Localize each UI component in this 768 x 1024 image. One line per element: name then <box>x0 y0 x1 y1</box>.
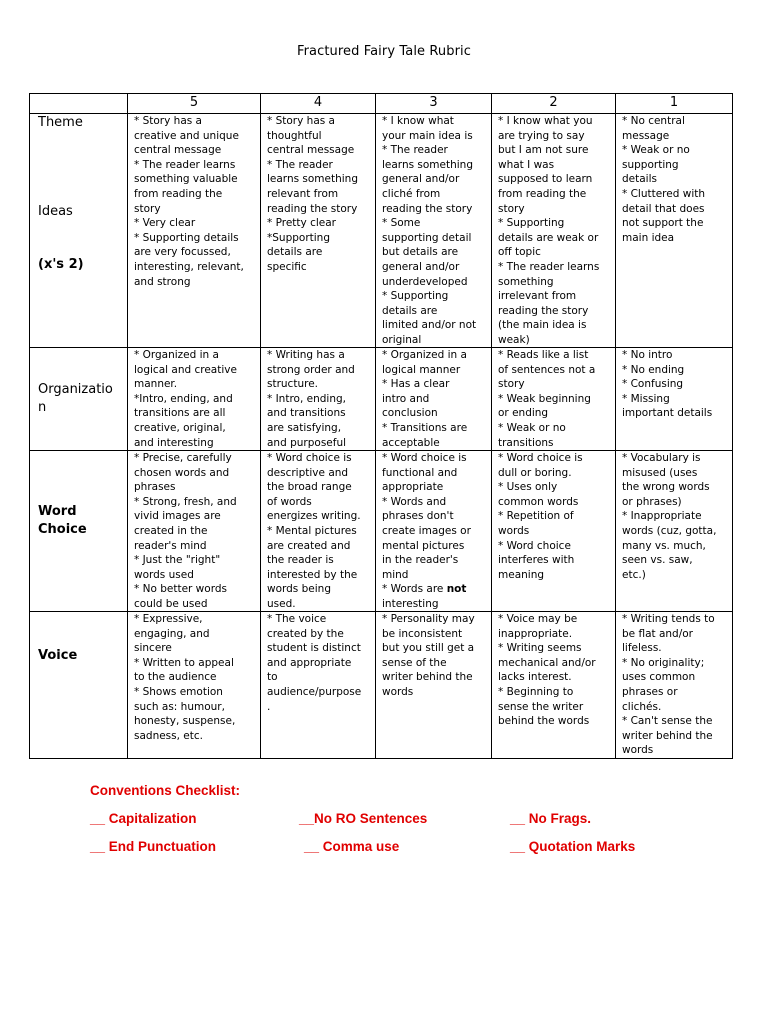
descriptor-line: what I was <box>498 158 555 171</box>
descriptor-line: descriptive and <box>267 466 349 479</box>
descriptor-line: creative, original, <box>134 421 226 434</box>
descriptor-line: not support the <box>622 217 704 230</box>
criterion-label: (x's 2) <box>38 257 84 272</box>
descriptor-line: * Intro, ending, <box>267 392 346 405</box>
descriptor-line: * Story has a <box>134 115 202 127</box>
descriptor-line: * Organized in a <box>134 349 219 361</box>
descriptor-line: from reading the <box>134 187 223 200</box>
rubric-row-theme-ideas <box>30 114 733 348</box>
descriptor-line: * Writing has a <box>267 349 345 361</box>
descriptor-line: * Story has a <box>267 115 335 127</box>
descriptor-line: underdeveloped <box>382 275 468 288</box>
descriptor-line: details are <box>382 304 438 317</box>
descriptor-line: details <box>622 173 657 186</box>
descriptor-line: reading the story <box>498 304 589 317</box>
descriptor-line: limited and/or not <box>382 319 477 332</box>
descriptor-line: * Mental pictures <box>267 524 357 537</box>
descriptor-line: etc.) <box>622 568 646 581</box>
descriptor-line: student is distinct <box>267 642 361 655</box>
descriptor-cell-voice-score-2 <box>492 612 616 759</box>
descriptor-line: *Intro, ending, and <box>134 392 233 405</box>
descriptor-line: supporting <box>622 158 679 171</box>
descriptor-cell-word-choice-score-1 <box>616 451 733 612</box>
descriptor-line: conclusion <box>382 407 438 420</box>
descriptor-line: strong order and <box>267 363 355 376</box>
descriptor-line: * Supporting <box>382 290 449 303</box>
descriptor-line: words <box>622 744 654 757</box>
descriptor-line: honesty, suspense, <box>134 715 236 728</box>
descriptor-line: something valuable <box>134 173 238 186</box>
descriptor-line: and appropriate <box>267 656 352 669</box>
descriptor-line: thoughtful <box>267 129 322 142</box>
descriptor-line: be flat and/or <box>622 627 693 640</box>
score-header-3: 3 <box>376 94 492 114</box>
descriptor-line: * Writing seems <box>498 642 582 655</box>
descriptor-line: clichés. <box>622 700 662 713</box>
descriptor-line: specific <box>267 260 307 273</box>
descriptor-line: detail that does <box>622 202 705 215</box>
descriptor-cell-voice-score-4 <box>261 612 376 759</box>
descriptor-line: cliché from <box>382 187 441 200</box>
descriptor-cell-voice-score-1 <box>616 612 733 759</box>
descriptor-line: * Word choice is <box>267 452 352 464</box>
descriptor-line: words used <box>134 568 194 581</box>
descriptor-line: uses common <box>622 671 696 684</box>
score-header-5: 5 <box>128 94 261 114</box>
descriptor-cell-theme-ideas-score-1 <box>616 114 733 348</box>
criterion-label: Choice <box>38 522 87 537</box>
descriptor-cell-word-choice-score-3 <box>376 451 492 612</box>
descriptor-line: or phrases) <box>622 495 682 508</box>
descriptor-cell-organization-score-5 <box>128 348 261 451</box>
descriptor-line: such as: humour, <box>134 700 225 713</box>
descriptor-line: * Voice may be <box>498 613 578 625</box>
checklist-item-quotation-marks: __ Quotation Marks <box>510 839 636 854</box>
descriptor-line: be inconsistent <box>382 627 463 640</box>
descriptor-cell-theme-ideas-score-3 <box>376 114 492 348</box>
checklist-item-end-punctuation: __ End Punctuation <box>90 839 217 854</box>
descriptor-line: logical manner <box>382 363 461 376</box>
descriptor-line: creative and unique <box>134 129 239 142</box>
descriptor-line: phrases don't <box>382 510 454 523</box>
descriptor-line: general and/or <box>382 173 460 186</box>
descriptor-line: *Supporting <box>267 231 330 244</box>
descriptor-line: * Some <box>382 217 421 230</box>
descriptor-line: * No originality; <box>622 656 705 669</box>
descriptor-line: your main idea is <box>382 129 473 142</box>
descriptor-line: * Supporting details <box>134 231 239 244</box>
checklist-item-comma-use: __ Comma use <box>304 839 400 854</box>
descriptor-cell-theme-ideas-score-5 <box>128 114 261 348</box>
descriptor-line: are created and <box>267 539 351 552</box>
descriptor-line: * No intro <box>622 349 673 361</box>
descriptor-line: interesting, relevant, <box>134 260 244 273</box>
descriptor-line: common words <box>498 495 579 508</box>
criterion-cell-word-choice <box>30 451 128 612</box>
criterion-cell-organization <box>30 348 128 451</box>
descriptor-cell-organization-score-1 <box>616 348 733 451</box>
rubric-row-word-choice <box>30 451 733 612</box>
descriptor-line: manner. <box>134 378 178 391</box>
descriptor-line: irrelevant from <box>498 290 577 303</box>
descriptor-line: to the audience <box>134 671 217 684</box>
descriptor-line: * Weak or no <box>622 144 690 157</box>
descriptor-line: * Repetition of <box>498 510 574 523</box>
descriptor-line: writer behind the <box>382 671 473 684</box>
descriptor-line: misused (uses <box>622 466 698 479</box>
descriptor-line: learns something <box>382 158 473 171</box>
descriptor-line: * The voice <box>267 613 327 625</box>
descriptor-line: could be used <box>134 597 208 610</box>
descriptor-line: structure. <box>267 378 318 391</box>
descriptor-line: off topic <box>498 246 541 259</box>
corner-cell <box>30 94 128 114</box>
descriptor-line: * Personality may <box>382 613 475 625</box>
descriptor-line: seen vs. saw, <box>622 554 693 567</box>
descriptor-line: * Words and <box>382 495 447 508</box>
descriptor-line: but I am not sure <box>498 144 589 157</box>
descriptor-line: * Precise, carefully <box>134 452 232 464</box>
descriptor-cell-word-choice-score-4 <box>261 451 376 612</box>
descriptor-line: * The reader learns <box>134 158 236 171</box>
descriptor-line: learns something <box>267 173 358 186</box>
descriptor-line: * I know what you <box>498 115 593 127</box>
score-header-2: 2 <box>492 94 616 114</box>
descriptor-line: story <box>498 378 525 391</box>
descriptor-line: intro and <box>382 392 430 405</box>
descriptor-line: * Word choice <box>498 539 571 552</box>
descriptor-line: story <box>498 202 525 215</box>
descriptor-line: lifeless. <box>622 642 662 655</box>
criterion-label: Word <box>38 504 77 519</box>
descriptor-line: or ending <box>498 407 549 420</box>
checklist-item-frags: __ No Frags. <box>510 811 592 826</box>
descriptor-line: (the main idea is <box>498 319 587 332</box>
criterion-label: Organizatio <box>38 382 113 397</box>
descriptor-line: sense the writer <box>498 700 584 713</box>
descriptor-line: engaging, and <box>134 627 210 640</box>
descriptor-line: * Strong, fresh, and <box>134 495 237 508</box>
descriptor-line: and interesting <box>134 436 214 449</box>
descriptor-line: are satisfying, <box>267 421 342 434</box>
descriptor-line: something <box>498 275 554 288</box>
descriptor-line: sense of the <box>382 656 447 669</box>
descriptor-line: reading the story <box>382 202 473 215</box>
descriptor-line: * The reader <box>267 158 333 171</box>
criterion-cell-theme-ideas <box>30 114 128 348</box>
descriptor-line: interferes with <box>498 554 575 567</box>
descriptor-line: energizes writing. <box>267 510 361 523</box>
descriptor-line: the broad range <box>267 481 352 494</box>
descriptor-line: functional and <box>382 466 458 479</box>
criterion-label: Voice <box>38 648 78 663</box>
descriptor-line: * Can't sense the <box>622 715 713 728</box>
descriptor-line: * Just the "right" <box>134 554 221 567</box>
descriptor-line: logical and creative <box>134 363 237 376</box>
descriptor-cell-voice-score-5 <box>128 612 261 759</box>
descriptor-line: words (cuz, gotta, <box>622 524 717 537</box>
descriptor-line: * Inappropriate <box>622 510 702 523</box>
descriptor-line: * The reader <box>382 144 448 157</box>
descriptor-line: audience/purpose <box>267 685 362 698</box>
score-header-row <box>30 94 733 114</box>
descriptor-line: * Beginning to <box>498 685 574 698</box>
descriptor-line: are trying to say <box>498 129 585 142</box>
rubric-table <box>29 93 733 759</box>
criterion-label: Ideas <box>38 204 73 219</box>
descriptor-cell-organization-score-4 <box>261 348 376 451</box>
descriptor-line: behind the words <box>498 715 590 728</box>
descriptor-line: writer behind the <box>622 729 713 742</box>
descriptor-line: supposed to learn <box>498 173 593 186</box>
descriptor-line: * Writing tends to <box>622 613 715 625</box>
descriptor-line: mechanical and/or <box>498 656 596 669</box>
descriptor-line: create images or <box>382 524 471 537</box>
descriptor-line: vivid images are <box>134 510 221 523</box>
descriptor-cell-theme-ideas-score-4 <box>261 114 376 348</box>
descriptor-line: chosen words and <box>134 466 230 479</box>
descriptor-line: * Shows emotion <box>134 685 223 698</box>
descriptor-line: general and/or <box>382 260 460 273</box>
descriptor-line: from reading the <box>498 187 587 200</box>
descriptor-line: central message <box>267 144 355 157</box>
descriptor-line: main idea <box>622 231 675 244</box>
descriptor-line: * Expressive, <box>134 613 203 625</box>
descriptor-line: are very focussed, <box>134 246 231 259</box>
descriptor-line: * Word choice is <box>382 452 467 464</box>
descriptor-cell-word-choice-score-5 <box>128 451 261 612</box>
descriptor-line: used. <box>267 597 296 610</box>
descriptor-line: acceptable <box>382 436 440 449</box>
descriptor-line: * Written to appeal <box>134 656 234 669</box>
descriptor-line: sincere <box>134 642 172 655</box>
descriptor-line: * Vocabulary is <box>622 452 701 464</box>
descriptor-line: * Reads like a list <box>498 349 589 361</box>
descriptor-line: sadness, etc. <box>134 729 203 742</box>
descriptor-line: . <box>267 700 271 713</box>
descriptor-line: dull or boring. <box>498 466 572 479</box>
descriptor-line: lacks interest. <box>498 671 572 684</box>
descriptor-line: words <box>498 524 530 537</box>
descriptor-line: * Confusing <box>622 378 684 391</box>
descriptor-line: reading the story <box>267 202 358 215</box>
descriptor-line: transitions <box>498 436 554 449</box>
descriptor-line: * Uses only <box>498 481 558 494</box>
descriptor-line: interested by the <box>267 568 358 581</box>
descriptor-line: * Weak or no <box>498 421 566 434</box>
descriptor-line: phrases <box>134 481 176 494</box>
descriptor-line: * Words are not <box>382 583 467 596</box>
descriptor-line: details are <box>267 246 323 259</box>
descriptor-line: * Missing <box>622 392 670 405</box>
descriptor-cell-word-choice-score-2 <box>492 451 616 612</box>
descriptor-line: many vs. much, <box>622 539 706 552</box>
descriptor-line: * No ending <box>622 363 685 376</box>
descriptor-cell-voice-score-3 <box>376 612 492 759</box>
descriptor-line: words <box>382 685 414 698</box>
descriptor-line: the reader is <box>267 554 334 567</box>
descriptor-line: created in the <box>134 524 208 537</box>
descriptor-line: but details are <box>382 246 459 259</box>
descriptor-line: interesting <box>382 597 439 610</box>
checklist-heading: Conventions Checklist: <box>90 783 241 798</box>
descriptor-line: * Supporting <box>498 217 565 230</box>
descriptor-line: * Very clear <box>134 217 196 230</box>
rubric-row-voice <box>30 612 733 759</box>
descriptor-cell-organization-score-2 <box>492 348 616 451</box>
descriptor-line: * Pretty clear <box>267 217 336 230</box>
score-header-4: 4 <box>261 94 376 114</box>
score-header-1: 1 <box>616 94 733 114</box>
descriptor-line: supporting detail <box>382 231 472 244</box>
checklist-item-capitalization: __ Capitalization <box>90 811 197 826</box>
criterion-label: Theme <box>38 115 83 130</box>
descriptor-line: central message <box>134 144 222 157</box>
page-title: Fractured Fairy Tale Rubric <box>296 44 472 59</box>
descriptor-line: and purposeful <box>267 436 347 449</box>
descriptor-line: * Weak beginning <box>498 392 591 405</box>
descriptor-line: mind <box>382 568 409 581</box>
descriptor-line: * Word choice is <box>498 452 583 464</box>
descriptor-line: story <box>134 202 161 215</box>
rubric-row-organization <box>30 348 733 451</box>
descriptor-line: relevant from <box>267 187 339 200</box>
descriptor-line: * Organized in a <box>382 349 467 361</box>
descriptor-line: * I know what <box>382 115 454 127</box>
descriptor-line: meaning <box>498 568 545 581</box>
descriptor-line: original <box>382 333 422 346</box>
checklist-item-ro-sentences: __No RO Sentences <box>299 811 428 826</box>
descriptor-line: transitions are all <box>134 407 226 420</box>
descriptor-line: and transitions <box>267 407 346 420</box>
criterion-label: n <box>38 400 47 415</box>
descriptor-line: * Cluttered with <box>622 187 706 200</box>
descriptor-line: * No central <box>622 115 685 127</box>
descriptor-cell-theme-ideas-score-2 <box>492 114 616 348</box>
descriptor-line: words being <box>267 583 331 596</box>
descriptor-line: appropriate <box>382 481 444 494</box>
descriptor-line: but you still get a <box>382 642 475 655</box>
descriptor-line: of words <box>267 495 312 508</box>
descriptor-line: message <box>622 129 670 142</box>
descriptor-line: * Has a clear <box>382 378 450 391</box>
descriptor-line: * The reader learns <box>498 260 600 273</box>
descriptor-line: created by the <box>267 627 344 640</box>
descriptor-line: * Transitions are <box>382 421 468 434</box>
descriptor-line: inappropriate. <box>498 627 573 640</box>
descriptor-line: mental pictures <box>382 539 465 552</box>
descriptor-line: * No better words <box>134 583 227 596</box>
descriptor-line: the wrong words <box>622 481 710 494</box>
descriptor-line: weak) <box>498 333 530 346</box>
descriptor-line: to <box>267 671 278 684</box>
descriptor-line: of sentences not a <box>498 363 596 376</box>
descriptor-line: details are weak or <box>498 231 599 244</box>
descriptor-line: important details <box>622 407 713 420</box>
descriptor-line: and strong <box>134 275 191 288</box>
descriptor-cell-organization-score-3 <box>376 348 492 451</box>
descriptor-line: reader's mind <box>134 539 207 552</box>
criterion-cell-voice <box>30 612 128 759</box>
descriptor-line: in the reader's <box>382 554 459 567</box>
descriptor-line: phrases or <box>622 685 678 698</box>
